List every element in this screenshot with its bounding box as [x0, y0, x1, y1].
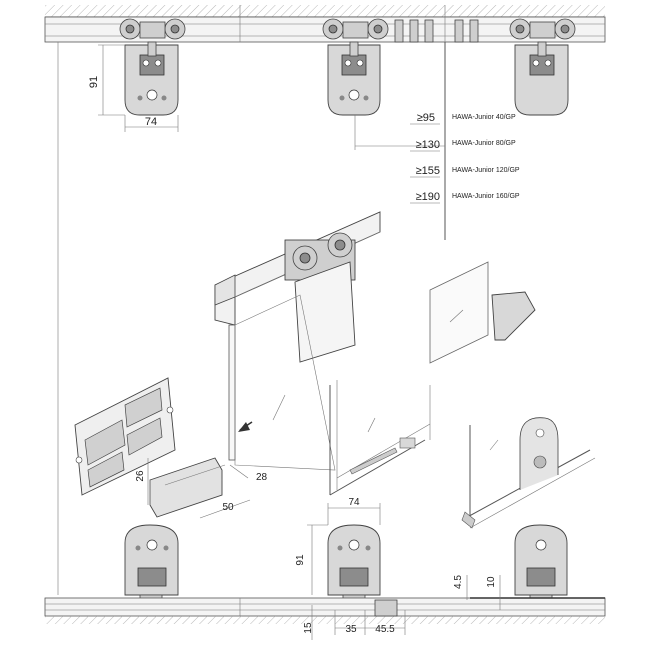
top-hanger-right [515, 42, 568, 115]
dim-label-bottom-width: 74 [348, 497, 360, 508]
top-hanger-left [125, 42, 178, 115]
top-trolley-left [120, 19, 185, 39]
spacing-model-4: HAWA-Junior 160/GP [452, 193, 520, 200]
dim-label-floor-gap-a: 4.5 [453, 575, 464, 589]
bottom-hanger-right [515, 525, 567, 603]
spacing-model-2: HAWA-Junior 80/GP [452, 140, 516, 147]
floor-clip-iso [150, 458, 225, 517]
floor-guide-view [462, 418, 595, 528]
dim-label-bottom-spacing-a: 35 [345, 624, 357, 635]
spacing-min-4: ≥190 [415, 191, 440, 203]
dim-label-bottom-spacing-b: 45.5 [375, 624, 395, 635]
dim-label-top-height: 91 [88, 75, 100, 89]
dim-label-clip-length: 50 [222, 502, 234, 513]
spacing-min-1: ≥95 [416, 112, 435, 124]
spacing-min-3: ≥155 [415, 165, 440, 177]
dim-bottom-height [307, 525, 328, 595]
lower-door-view [330, 380, 430, 495]
dim-label-clip-depth: 26 [135, 470, 146, 482]
spacing-model-1: HAWA-Junior 40/GP [452, 114, 516, 121]
dim-label-floor-gap-b: 10 [486, 576, 497, 588]
bottom-hanger-left [125, 525, 178, 607]
wall-bracket-iso [430, 262, 535, 363]
dim-label-bottom-offset: 15 [303, 622, 314, 634]
bottom-hanger-middle [328, 525, 380, 607]
dim-label-top-width: 74 [144, 116, 158, 128]
dim-top-height [98, 45, 125, 115]
top-hanger-middle [328, 42, 380, 115]
spacing-model-3: HAWA-Junior 120/GP [452, 167, 520, 174]
spacing-min-2: ≥130 [415, 139, 440, 151]
top-trolley-right [510, 19, 575, 39]
dim-label-bottom-height: 91 [295, 554, 306, 566]
dim-label-clip-height: 28 [256, 472, 268, 483]
floor-rail [45, 598, 605, 624]
